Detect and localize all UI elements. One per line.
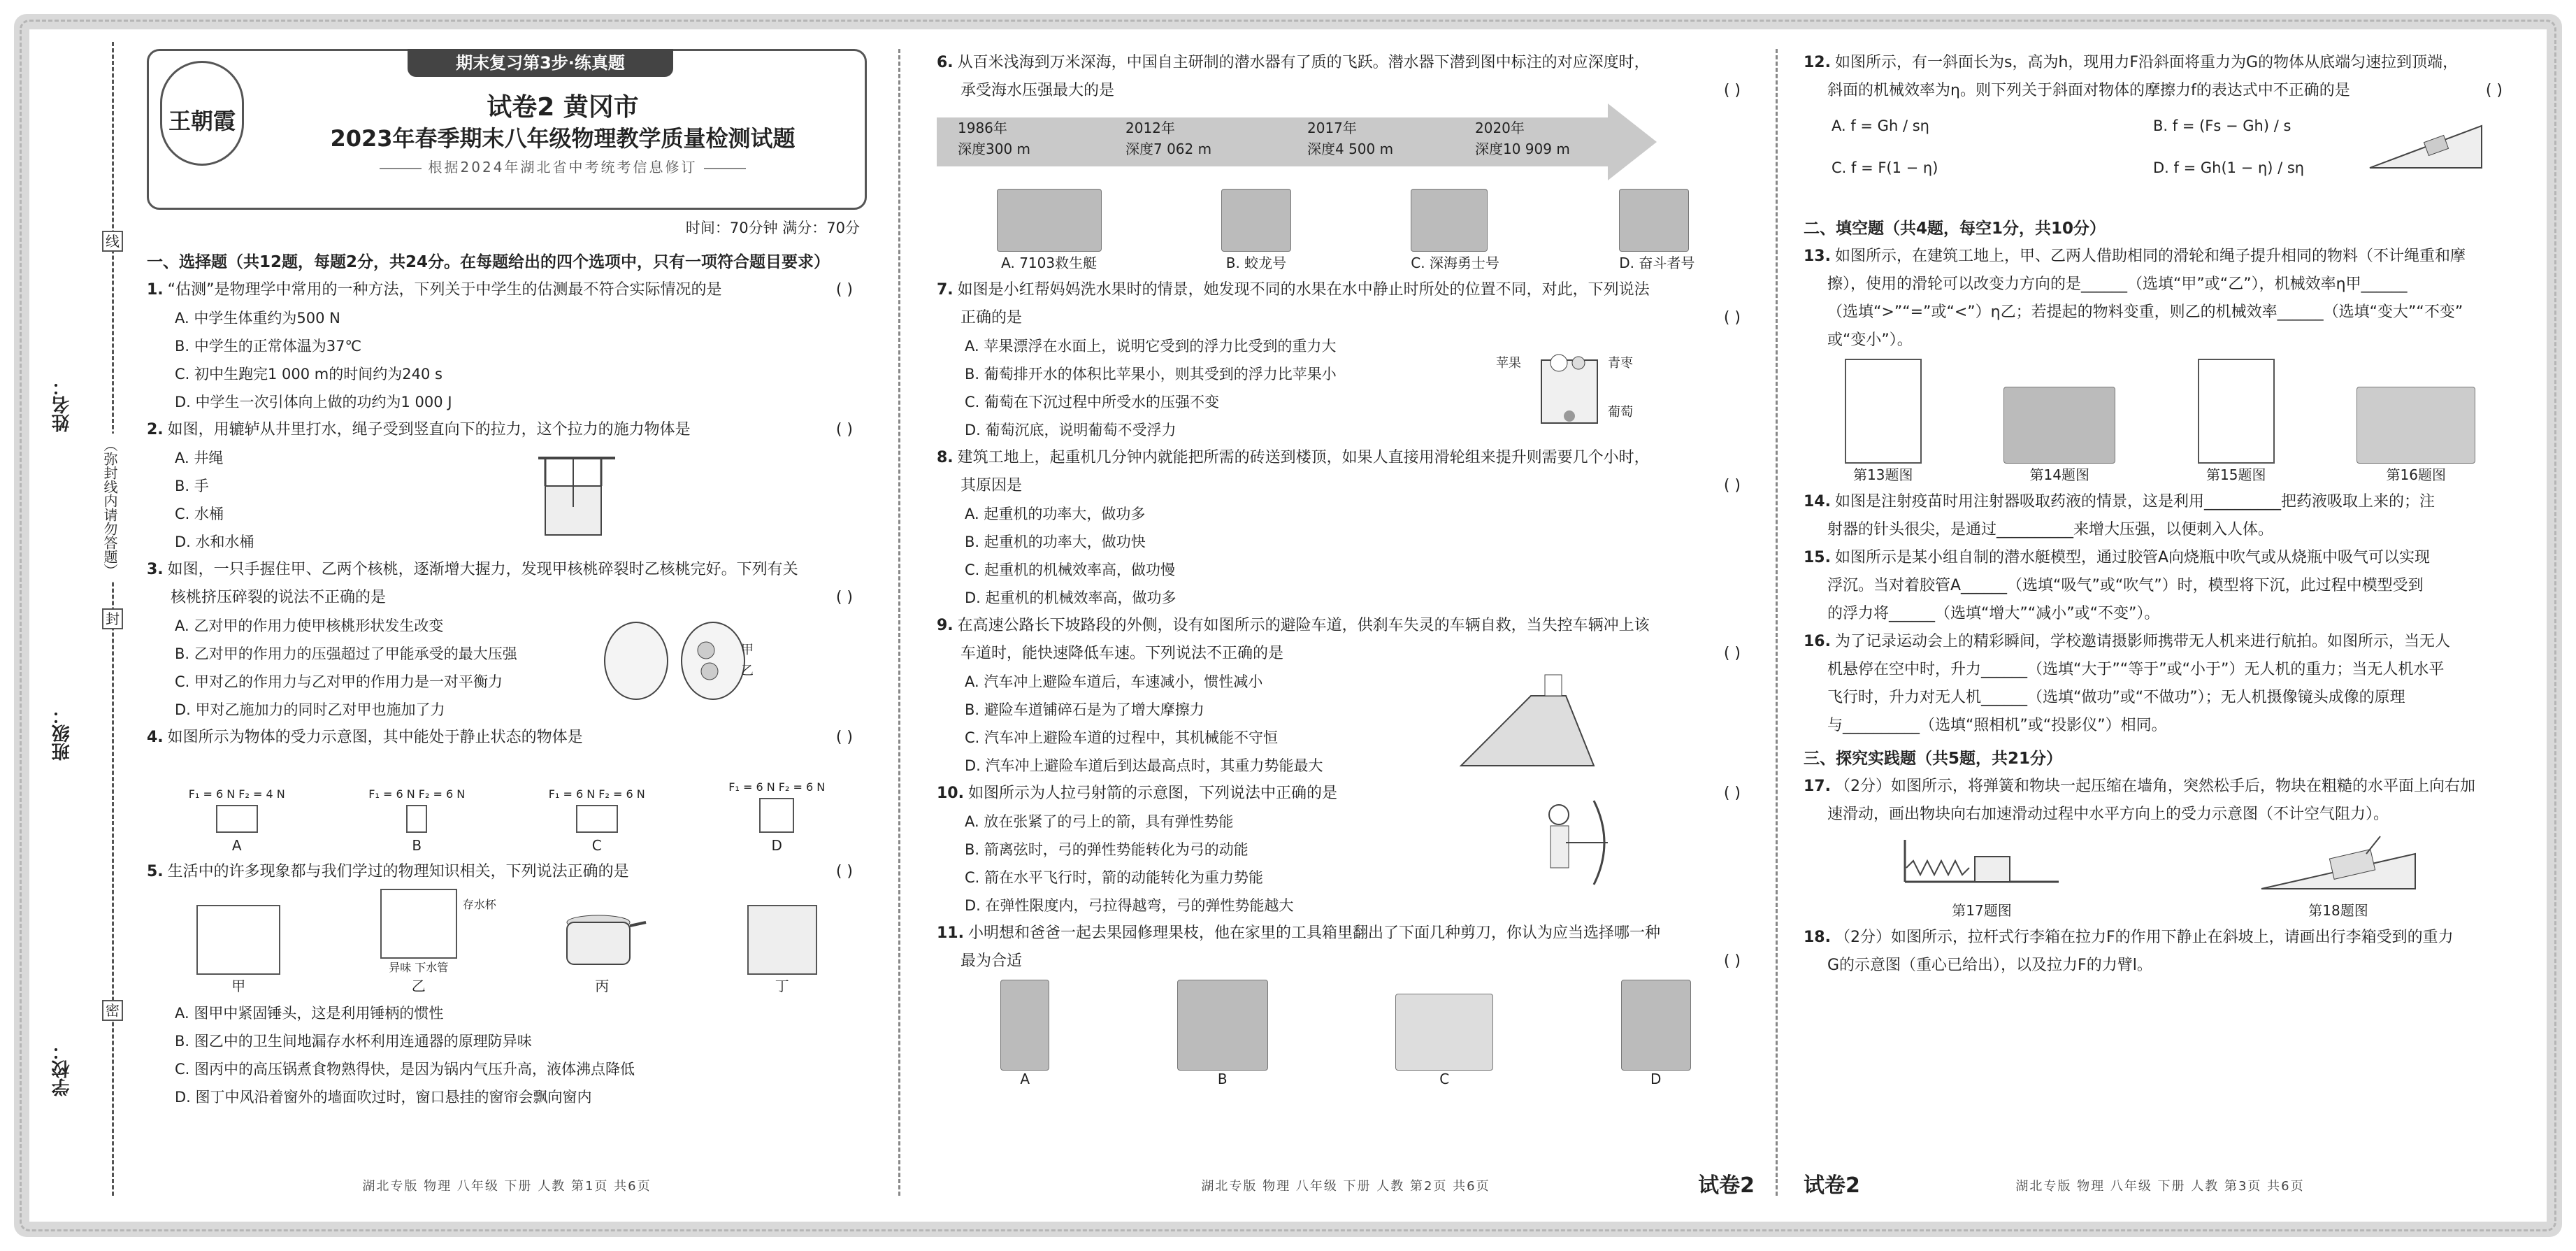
question-8: 8. 建筑工地上，起重机几分钟内就能把所需的砖送到楼顶，如果人直接用滑轮组来提升则需要几个小时， <box>937 449 1650 466</box>
option: D. 起重机的机械效率高，做功多 <box>965 589 1177 606</box>
binding-strip <box>42 42 119 1196</box>
exam-meta: 时间：70分钟 满分：70分 <box>685 220 860 236</box>
seal-mark: 封 <box>102 608 123 629</box>
option: A. 中学生体重约为500 N <box>175 310 340 327</box>
windlass-figure <box>524 437 636 542</box>
seal-mark: 密 <box>102 1000 123 1021</box>
page-2: 6. 从百米浅海到万米深海，中国自主研制的潜水器有了质的飞跃。潜水器下潜到图中标注的对应深度时， 承受海水压强最大的是 ( ) 1986年 深度300 m 2012年 深度7 062 m 2017年 深度4 500 m 2020年 深度10 909 m A. 7103救生艇 B. 蛟龙号 C. 深海勇士号 D. 奋斗者号 7. 如图是小红帮妈妈洗水果时的情景，她发现不同的水果在水中静止时所处的位置不同，对此，下列说法 正确的是 ( ) A. 苹果漂浮在水面上，说明它受到的浮力比受到的重力大 B. 葡萄排开水的体积比苹果小，则其受到的浮力比苹果小 C. 葡萄在下沉过程中所受水的压强不变 D. 葡萄沉底，说明葡萄不受浮力 苹果 青枣 葡萄 8. 建筑工地上，起重机几分钟内就能把所需的砖送到楼顶，如果人直接用滑轮组来提升则需要几个小时， 其原因是 ( ) A. 起重机的功率大，做功多 B. 起重机的功率大，做功快 C. 起重机的机械效率高，做功慢 D. 起重机的机械效率高，做功多 9. 在高速公路长下坡路段的外侧，设有如图所示的避险车道，供刹车失灵的车辆自救，当失控车辆冲上该 车道时，能快速降低车速。下列说法不正确的是 ( ) A. 汽车冲上避险车道后，车速减小，惯性减小 B. 避险车道铺碎石是为了增大摩擦力 C. 汽车冲上避险车道的过程中，其机械能不守恒 D. 汽车冲上避险车道后到达最高点时，其重力势能最大 10. 如图所示为人拉弓射箭的示意图，下列说法中正确的是 ( ) A. 放在张紧了的弓上的箭，具有弹性势能 B. 箭离弦时，弓的弹性势能转化为弓的动能 C. 箭在水平飞行时，箭的动能转化为重力势能 D. 在弹性限度内，弓拉得越弯，弓的弹性势能越大 11. 小明想和爸爸一起去果园修理果枝，他在家里的工具箱里翻出了下面几种剪刀，你认为应当选择哪一种 最为合适 ( ) A B C D 湖北专版 物理 八年级 下册 人教 第2页 共6页 试卷2 <box>937 49 1755 1182</box>
option: C. 甲对乙的作用力与乙对甲的作用力是一对平衡力 <box>175 673 503 690</box>
option: D. 中学生一次引体向上做的功约为1 000 J <box>175 394 452 410</box>
question-17: 17. （2分）如图所示，将弹簧和物块一起压缩在墙角，突然松手后，物块在粗糙的水平面上向右加 <box>1804 778 2475 795</box>
question-18: 18. （2分）如图所示，拉杆式行李箱在拉力F的作用下静止在斜坡上，请画出行李箱受到的重力 <box>1804 929 2454 946</box>
question-12: 12. 如图所示，有一斜面长为s，高为h，现用力F沿斜面将重力为G的物体从底端匀速拉到顶端， <box>1804 54 2459 71</box>
option: D. 葡萄沉底，说明葡萄不受浮力 <box>965 422 1177 438</box>
option: C. 汽车冲上避险车道的过程中，其机械能不守恒 <box>965 729 1279 746</box>
option: A. 起重机的功率大，做功多 <box>965 506 1146 522</box>
page-divider <box>1776 49 1778 1196</box>
class-label: 班级： <box>52 706 73 761</box>
option: B. 中学生的正常体温为37℃ <box>175 338 362 355</box>
scissors-options: A B C D <box>937 980 1755 1087</box>
option: A. 井绳 <box>175 450 224 466</box>
option: A. 图甲中紧固锤头，这是利用锤柄的惯性 <box>175 1005 444 1022</box>
question-15: 15. 如图所示是某小组自制的潜水艇模型，通过胶管A向烧瓶中吹气或从烧瓶中吸气可以实现 <box>1804 549 2431 566</box>
option: B. 避险车道铺碎石是为了增大摩擦力 <box>965 701 1204 718</box>
figure-label: A <box>231 837 242 854</box>
page-footer: 湖北专版 物理 八年级 下册 人教 第1页 共6页 <box>362 1179 652 1194</box>
question-16: 16. 为了记录运动会上的精彩瞬间，学校邀请摄影师携带无人机来进行航拍。如图所示，当无人 <box>1804 633 2450 650</box>
option: D. 甲对乙施加力的同时乙对甲也施加了力 <box>175 701 445 718</box>
walnut-hand-figure <box>594 612 762 710</box>
option: D. 在弹性限度内，弓拉得越弯，弓的弹性势能越大 <box>965 897 1294 914</box>
figure-label: C <box>591 837 602 854</box>
revision-note: 根据2024年湖北省中考统考信息修订 <box>261 156 865 176</box>
option: C. 水桶 <box>175 506 224 522</box>
q17-18-figures: 第17题图 第18题图 <box>1804 833 2517 920</box>
question-4: 4. 如图所示为物体的受力示意图，其中能处于静止状态的物体是 ( ) <box>147 729 853 746</box>
page-footer: 湖北专版 物理 八年级 下册 人教 第3页 共6页 <box>2015 1179 2305 1194</box>
section-heading: 二、填空题（共4题，每空1分，共10分） <box>1804 220 2106 238</box>
question-6: 6. 从百米浅海到万米深海，中国自主研制的潜水器有了质的飞跃。潜水器下潜到图中标注的对应深度时， <box>937 54 1650 71</box>
section-heading: 三、探究实践题（共5题，共21分） <box>1804 750 2063 768</box>
archer-figure <box>1524 794 1615 913</box>
question-2: 2. 如图，用辘轳从井里打水，绳子受到竖直向下的拉力，这个拉力的施力物体是 ( ) <box>147 421 853 438</box>
option: C. 起重机的机械效率高，做功慢 <box>965 562 1176 578</box>
submersible-timeline: 1986年 深度300 m 2012年 深度7 062 m 2017年 深度4 500 m 2020年 深度10 909 m <box>937 110 1755 187</box>
figure-label: B <box>412 837 422 854</box>
figure-label: D <box>771 837 782 854</box>
option: D. 图丁中风沿着窗外的墙面吹过时，窗口悬挂的窗帘会飘向窗内 <box>175 1089 592 1106</box>
option: C. 箭在水平飞行时，箭的动能转化为重力势能 <box>965 869 1264 886</box>
exam-title: 试卷2 黄冈市 <box>487 93 639 122</box>
option: A. 放在张紧了的弓上的箭，具有弹性势能 <box>965 813 1234 830</box>
option: C. 图丙中的高压锅煮食物熟得快，是因为锅内气压升高，液体沸点降低 <box>175 1061 635 1078</box>
question-14: 14. 如图是注射疫苗时用注射器吸取药液的情景，这是利用__________把药液吸取上来的；注 <box>1804 493 2435 510</box>
escape-ramp-figure <box>1454 668 1608 773</box>
header-tag: 期末复习第3步·练真题 <box>408 49 673 77</box>
question-3: 3. 如图，一只手握住甲、乙两个核桃，逐渐增大握力，发现甲核桃碎裂时乙核桃完好。下列有关 <box>147 561 798 578</box>
page-3: 12. 如图所示，有一斜面长为s，高为h，现用力F沿斜面将重力为G的物体从底端匀速拉到顶端， 斜面的机械效率为η。则下列关于斜面对物体的摩擦力f的表达式中不正确的是 ( ) A. f = Gh / sη B. f = (Fs − Gh) / s C. f = F(1 − η) D. f = Gh(1 − η) / sη 二、填空题（共4题，每空1分，共10分） 13. 如图所示，在建筑工地上，甲、乙两人借助相同的滑轮和绳子提升相同的物料（不计绳重和摩 擦），使用的滑轮可以改变力方向的是______（选填“甲”或“乙”），机械效率η甲______ （选填“>”“=”或“<”）η乙；若提起的物料变重，则乙的机械效率______（选填“变大”“不变” 或“变小”）。 第13题图 第14题图 第15题图 第16题图 14. 如图是注射疫苗时用注射器吸取药液的情景，这是利用__________把药液吸取上来的；注 射器的针头很尖，是通过__________来增大压强，以便刺入人体。 15. 如图所示是某小组自制的潜水艇模型，通过胶管A向烧瓶中吹气或从烧瓶中吸气可以实现 浮沉。当对着胶管A______（选填“吸气”或“吹气”）时，模型将下沉，此过程中模型受到 的浮力将______（选填“增大”“减小”或“不变”）。 16. 为了记录运动会上的精彩瞬间，学校邀请摄影师携带无人机来进行航拍。如图所示，当无人 机悬停在空中时，升力______（选填“大于”“等于”或“小于”）无人机的重力；当无人机水平 飞行时，升力对无人机______（选填“做功”或“不做功”）；无人机摄像镜头成像的原理 与__________（选填“照相机”或“投影仪”）相同。 三、探究实践题（共5题，共21分） 17. （2分）如图所示，将弹簧和物块一起压缩在墙角，突然松手后，物块在粗糙的水平面上向右加 速滑动，画出物块向右加速滑动过程中水平方向上的受力示意图（不计空气阻力）。 第17题图 第18题图 18. （2分）如图所示，拉杆式行李箱在拉力F的作用下静止在斜坡上，请画出行李箱受到的重力 G的示意图（重心已给出），以及拉力F的力臂l。 湖北专版 物理 八年级 下册 人教 第3页 共6页 试卷2 <box>1804 49 2517 1182</box>
figure-label: 甲 <box>741 643 754 657</box>
option: D. 水和水桶 <box>175 534 254 550</box>
exam-header <box>147 49 867 210</box>
question-13: 13. 如图所示，在建筑工地上，甲、乙两人借助相同的滑轮和绳子提升相同的物料（不计绳重和摩 <box>1804 248 2466 265</box>
q13-16-figures: 第13题图 第14题图 第15题图 第16题图 <box>1804 359 2517 484</box>
option: C. 初中生跑完1 000 m的时间约为240 s <box>175 366 442 383</box>
force-diagrams: F₁ = 6 N F₂ = 4 N A F₁ = 6 N F₂ = 6 N B F₁ = 6 N F₂ = 6 N C F₁ = 6 N F₂ = 6 N D <box>147 756 867 854</box>
page-divider <box>898 49 900 1196</box>
question-1: 1. “估测”是物理学中常用的一种方法，下列关于中学生的估测最不符合实际情况的是 ( ) <box>147 281 853 299</box>
option: B. 箭离弦时，弓的弹性势能转化为弓的动能 <box>965 841 1249 858</box>
pressure-cooker-figure <box>556 901 647 971</box>
page-footer: 湖北专版 物理 八年级 下册 人教 第2页 共6页 <box>1201 1179 1490 1194</box>
seal-mark: 线 <box>102 231 123 252</box>
fruit-bowl-figure <box>1538 346 1601 430</box>
question-11: 11. 小明想和爸爸一起去果园修理果枝，他在家里的工具箱里翻出了下面几种剪刀，你认为应当选择哪一种 <box>937 924 1660 942</box>
option: B. 起重机的功率大，做功快 <box>965 534 1146 550</box>
name-label: 姓名： <box>52 378 73 432</box>
submersible-photos: A. 7103救生艇 B. 蛟龙号 C. 深海勇士号 D. 奋斗者号 <box>937 189 1755 272</box>
option: A. 苹果漂浮在水面上，说明它受到的浮力比受到的重力大 <box>965 338 1337 355</box>
question-7: 7. 如图是小红帮妈妈洗水果时的情景，她发现不同的水果在水中静止时所处的位置不同，对此，下列说法 <box>937 281 1650 299</box>
option: B. 乙对甲的作用力的压强超过了甲能承受的最大压强 <box>175 645 517 662</box>
question-9: 9. 在高速公路长下坡路段的外侧，设有如图所示的避险车道，供刹车失灵的车辆自救，当失控车辆冲上该 <box>937 617 1650 634</box>
option: B. 葡萄排开水的体积比苹果小，则其受到的浮力比苹果小 <box>965 366 1337 383</box>
option: A. 汽车冲上避险车道后，车速减小，惯性减小 <box>965 673 1263 690</box>
figure-label: 乙 <box>741 664 754 678</box>
spring-block-figure <box>1898 833 2066 896</box>
paper-badge: 试卷2 <box>1804 1173 1860 1198</box>
question-10: 10. 如图所示为人拉弓射箭的示意图，下列说法中正确的是 ( ) <box>937 785 1741 802</box>
exam-subtitle: 2023年春季期末八年级物理教学质量检测试题 <box>330 125 796 152</box>
question-5: 5. 生活中的许多现象都与我们学过的物理知识相关，下列说法正确的是 ( ) <box>147 863 853 880</box>
option: B. 图乙中的卫生间地漏存水杯利用连通器的原理防异味 <box>175 1033 532 1050</box>
seal-note: （弥封线内请勿答题） <box>101 434 119 582</box>
option: D. 汽车冲上避险车道后到达最高点时，其重力势能最大 <box>965 757 1323 774</box>
school-label: 学校： <box>52 1042 73 1096</box>
paper-badge: 试卷2 <box>1698 1173 1755 1198</box>
page-1: 期末复习第3步·练真题 王朝霞 试卷2 黄冈市 2023年春季期末八年级物理教学质量检测试题 根据2024年湖北省中考统考信息修订 时间：70分钟 满分：70分 一、选择题（共12题，每题2分，共24分。在每题给出的四个选项中，只有一项符合题目要求） 1. “估测”是物理学中常用的一种方法，下列关于中学生的估测最不符合实际情况的是 ( ) A. 中学生体重约为500 N B. 中学生的正常体温为37℃ C. 初中生跑完1 000 m的时间约为240 s D. 中学生一次引体向上做的功约为1 000 J 2. 如图，用辘轳从井里打水，绳子受到竖直向下的拉力，这个拉力的施力物体是 ( ) A. 井绳 B. 手 C. 水桶 D. 水和水桶 3. 如图，一只手握住甲、乙两个核桃，逐渐增大握力，发现甲核桃碎裂时乙核桃完好。下列有关 核桃挤压碎裂的说法不正确的是 ( ) A. 乙对甲的作用力使甲核桃形状发生改变 B. 乙对甲的作用力的压强超过了甲能承受的最大压强 C. 甲对乙的作用力与乙对甲的作用力是一对平衡力 D. 甲对乙施加力的同时乙对甲也施加了力 甲 乙 4. 如图所示为物体的受力示意图，其中能处于静止状态的物体是 ( ) F₁ = 6 N F₂ = 4 N A F₁ = 6 N F₂ = 6 N B F₁ = 6 N F₂ = 6 N C F₁ = 6 N F₂ = 6 N D 5. 生活中的许多现象都与我们学过的物理知识相关，下列说法正确的是 ( ) 甲 存水杯 异味 下水管 乙 丙 丁 A. 图甲中紧固锤头，这是利用锤柄的惯性 B. 图乙中的卫生间地漏存水杯利用连通器的原理防异味 C. 图丙中的高压锅煮食物熟得快，是因为锅内气压升高，液体沸点降低 D. 图丁中风沿着窗外的墙面吹过时，窗口悬挂的窗帘会飘向窗内 湖北专版 物理 八年级 下册 人教 第1页 共6页 <box>147 49 867 1182</box>
option: A. 乙对甲的作用力使甲核桃形状发生改变 <box>175 617 444 634</box>
section-heading: 一、选择题（共12题，每题2分，共24分。在每题给出的四个选项中，只有一项符合题目要求） <box>147 253 830 271</box>
luggage-slope-figure <box>2254 833 2422 896</box>
option: C. 葡萄在下沉过程中所受水的压强不变 <box>965 394 1220 410</box>
q5-figures: 甲 存水杯 异味 下水管 乙 丙 丁 <box>147 890 867 995</box>
publisher-logo: 王朝霞 <box>160 61 244 166</box>
option: B. 手 <box>175 478 209 494</box>
incline-figure <box>2363 112 2496 175</box>
